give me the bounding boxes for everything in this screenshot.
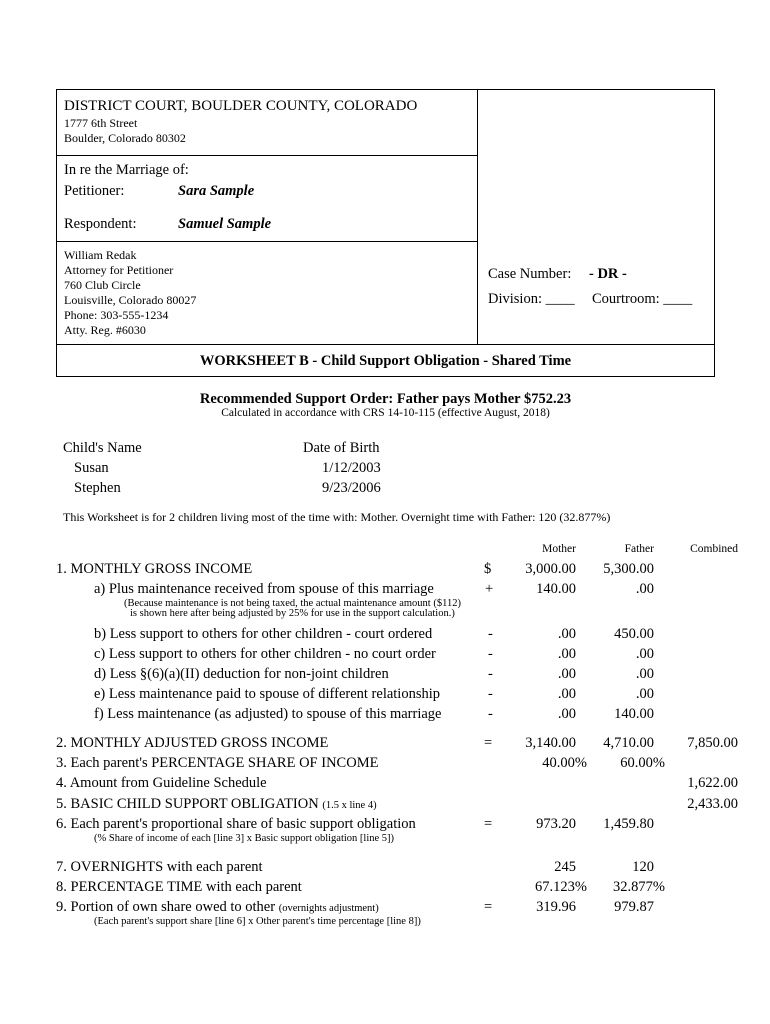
line-2-label: 2. MONTHLY ADJUSTED GROSS INCOME xyxy=(56,735,329,751)
line-3-father: 60.00% xyxy=(620,755,665,771)
line-c-father: .00 xyxy=(635,646,654,662)
attorney-city: Louisville, Colorado 80027 xyxy=(64,293,197,307)
line-6-mother: 973.20 xyxy=(536,816,576,832)
line-5-text: 5. BASIC CHILD SUPPORT OBLIGATION xyxy=(56,796,319,812)
caption-divider-vertical xyxy=(477,90,478,344)
line-9-note: (Each parent's support share [line 6] x Other parent's time percentage [line 8]) xyxy=(94,916,421,927)
line-6-note: (% Share of income of each [line 3] x Basic support obligation [line 5]) xyxy=(94,833,395,844)
line-e-father: .00 xyxy=(635,686,654,702)
attorney-street: 760 Club Circle xyxy=(64,278,141,292)
living-note: This Worksheet is for 2 children living most of the time with: Mother. Overnight time with Father: 120 (32.877%) xyxy=(63,510,611,524)
attorney-role: Attorney for Petitioner xyxy=(64,263,174,277)
calculation-note: Calculated in accordance with CRS 14-10-115 (effective August, 2018) xyxy=(221,407,550,419)
line-c-mother: .00 xyxy=(557,646,576,662)
line-4-label: 4. Amount from Guideline Schedule xyxy=(56,775,267,791)
line-f-label: f) Less maintenance (as adjusted) to spouse of this marriage xyxy=(94,706,442,722)
line-8-label: 8. PERCENTAGE TIME with each parent xyxy=(56,879,302,895)
line-2-sign: = xyxy=(484,735,493,751)
attorney-name: William Redak xyxy=(64,248,137,262)
child-dob: 1/12/2003 xyxy=(322,460,381,476)
line-e-mother: .00 xyxy=(557,686,576,702)
dob-header: Date of Birth xyxy=(303,440,380,456)
line-6-sign: = xyxy=(484,816,493,832)
line-6-father: 1,459.80 xyxy=(603,816,654,832)
line-5-suffix: (1.5 x line 4) xyxy=(322,800,377,811)
line-4-combined: 1,622.00 xyxy=(687,775,738,791)
caption-box xyxy=(56,89,715,377)
line-a-note-1: (Because maintenance is not being taxed, the actual maintenance amount ($112) xyxy=(124,598,461,609)
line-d-label: d) Less §(6)(a)(II) deduction for non-joint children xyxy=(94,666,389,682)
line-7-father: 120 xyxy=(632,859,654,875)
line-d-sign: - xyxy=(488,666,493,682)
mother-column-header: Mother xyxy=(542,543,576,555)
line-1-sign: $ xyxy=(484,561,492,577)
court-city: Boulder, Colorado 80302 xyxy=(64,131,186,145)
worksheet-title: WORKSHEET B - Child Support Obligation - Shared Time xyxy=(199,353,572,369)
line-2-father: 4,710.00 xyxy=(603,735,654,751)
child-name-header: Child's Name xyxy=(63,440,142,456)
line-c-label: c) Less support to others for other children - no court order xyxy=(94,646,436,662)
child-dob: 9/23/2006 xyxy=(322,480,381,496)
line-a-mother: 140.00 xyxy=(536,581,576,597)
line-d-mother: .00 xyxy=(557,666,576,682)
line-1-mother: 3,000.00 xyxy=(525,561,576,577)
line-2-mother: 3,140.00 xyxy=(525,735,576,751)
father-column-header: Father xyxy=(624,543,654,555)
line-7-mother: 245 xyxy=(554,859,576,875)
caption-divider-2 xyxy=(57,241,477,242)
case-number-value: - DR - xyxy=(589,266,627,282)
line-a-sign: + xyxy=(485,581,494,597)
line-e-sign: - xyxy=(488,686,493,702)
line-7-label: 7. OVERNIGHTS with each parent xyxy=(56,859,263,875)
line-8-father: 32.877% xyxy=(613,879,665,895)
child-name: Susan xyxy=(74,460,109,476)
division-label: Division: ____ xyxy=(488,291,575,307)
line-b-label: b) Less support to others for other children - court ordered xyxy=(94,626,433,642)
case-number-label: Case Number: xyxy=(488,266,572,282)
respondent-name: Samuel Sample xyxy=(178,216,272,232)
line-6-label: 6. Each parent's proportional share of basic support obligation xyxy=(56,816,416,832)
line-9-text: 9. Portion of own share owed to other xyxy=(56,899,276,915)
line-a-note-2: is shown here after being adjusted by 25% for use in the support calculation.) xyxy=(130,608,455,619)
line-b-mother: .00 xyxy=(557,626,576,642)
attorney-reg: Atty. Reg. #6030 xyxy=(64,323,146,337)
line-1-label: 1. MONTHLY GROSS INCOME xyxy=(56,561,253,577)
recommended-order: Recommended Support Order: Father pays Mother $752.23 xyxy=(199,391,572,407)
line-b-father: 450.00 xyxy=(614,626,654,642)
court-street: 1777 6th Street xyxy=(64,116,138,130)
line-a-father: .00 xyxy=(635,581,654,597)
combined-column-header: Combined xyxy=(690,543,738,555)
caption-divider-3 xyxy=(57,344,714,345)
line-e-label: e) Less maintenance paid to spouse of different relationship xyxy=(94,686,441,702)
attorney-phone: Phone: 303-555-1234 xyxy=(64,308,169,322)
line-b-sign: - xyxy=(488,626,493,642)
petitioner-label: Petitioner: xyxy=(64,183,125,199)
court-name: DISTRICT COURT, BOULDER COUNTY, COLORADO xyxy=(64,98,418,114)
line-5-combined: 2,433.00 xyxy=(687,796,738,812)
in-re-label: In re the Marriage of: xyxy=(64,162,189,178)
caption-divider-1 xyxy=(57,155,477,156)
line-2-combined: 7,850.00 xyxy=(687,735,738,751)
line-3-label: 3. Each parent's PERCENTAGE SHARE OF INCOME xyxy=(56,755,379,771)
line-9-suffix: (overnights adjustment) xyxy=(278,903,379,914)
child-name: Stephen xyxy=(74,480,121,496)
line-9-sign: = xyxy=(484,899,493,915)
courtroom-label: Courtroom: ____ xyxy=(592,291,693,307)
line-a-label: a) Plus maintenance received from spouse of this marriage xyxy=(94,581,434,597)
line-9-label xyxy=(56,899,379,916)
respondent-label: Respondent: xyxy=(64,216,137,232)
line-3-mother: 40.00% xyxy=(542,755,587,771)
line-f-mother: .00 xyxy=(557,706,576,722)
line-c-sign: - xyxy=(488,646,493,662)
petitioner-name: Sara Sample xyxy=(178,183,255,199)
line-f-sign: - xyxy=(488,706,493,722)
line-9-mother: 319.96 xyxy=(536,899,576,915)
line-d-father: .00 xyxy=(635,666,654,682)
line-f-father: 140.00 xyxy=(614,706,654,722)
line-5-label xyxy=(56,796,377,813)
line-9-father: 979.87 xyxy=(614,899,654,915)
line-1-father: 5,300.00 xyxy=(603,561,654,577)
line-8-mother: 67.123% xyxy=(535,879,587,895)
